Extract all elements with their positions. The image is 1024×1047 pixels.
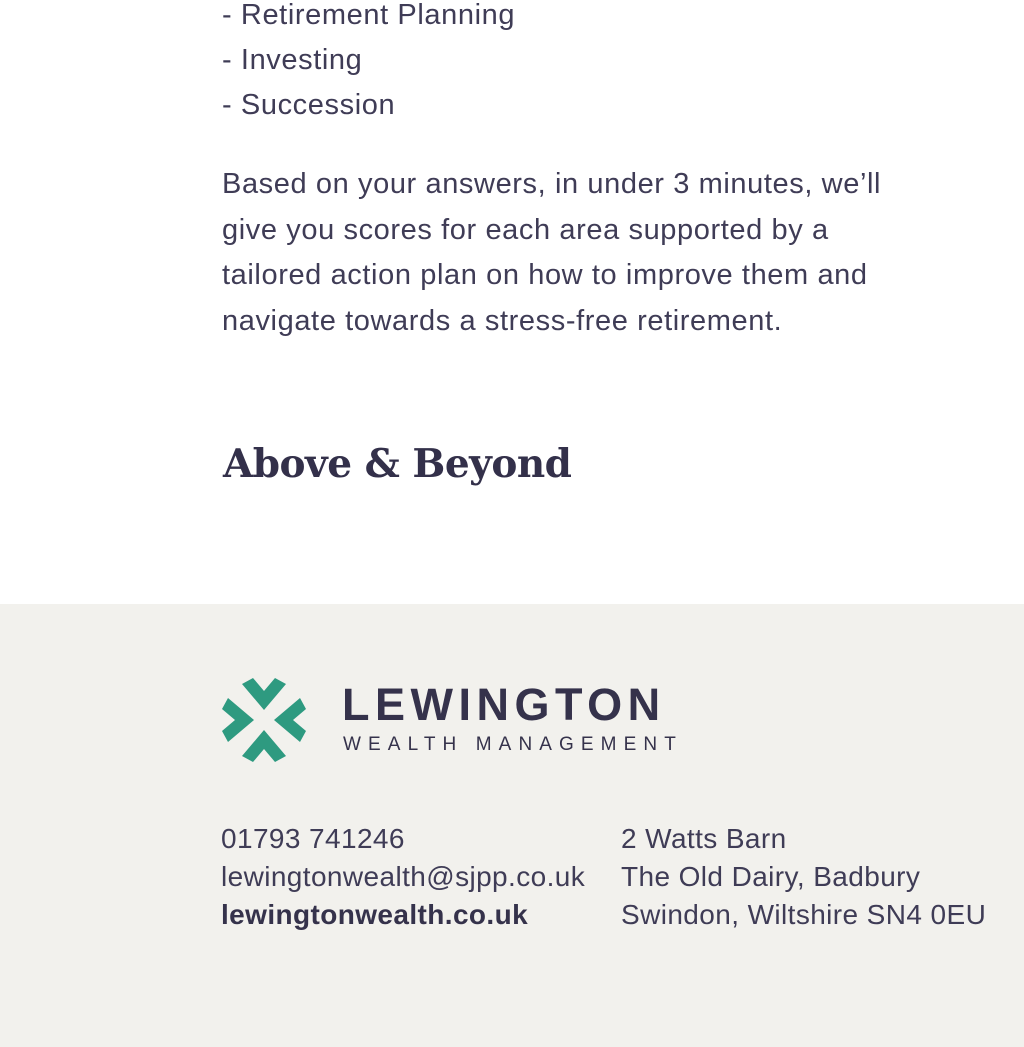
email-address[interactable]: lewingtonwealth@sjpp.co.uk [221, 861, 586, 892]
contact-details [221, 820, 585, 934]
list-item: - Investing [222, 44, 363, 76]
logo-subtitle: WEALTH MANAGEMENT [343, 734, 683, 755]
address-line-2: The Old Dairy, Badbury [621, 861, 921, 892]
postal-address [621, 820, 986, 934]
areas-list [222, 0, 515, 128]
footer [0, 604, 1024, 1047]
address-line-3: Swindon, Wiltshire SN4 0EU [621, 899, 987, 930]
section-heading: Above & Beyond [223, 441, 572, 487]
address-line-1: 2 Watts Barn [621, 823, 787, 854]
list-item: - Succession [222, 89, 396, 121]
logo-name: LEWINGTON [342, 679, 666, 730]
phone-number[interactable]: 01793 741246 [221, 823, 405, 854]
logo-mark-icon [222, 678, 306, 762]
intro-paragraph: Based on your answers, in under 3 minutes, we’ll give you scores for each area supported by a tailored action plan on how to improve them and navigate towards a stress-free retirement. [222, 168, 882, 337]
website-link[interactable]: lewingtonwealth.co.uk [221, 899, 529, 930]
list-item: - Retirement Planning [222, 0, 516, 31]
company-logo[interactable] [222, 678, 692, 764]
